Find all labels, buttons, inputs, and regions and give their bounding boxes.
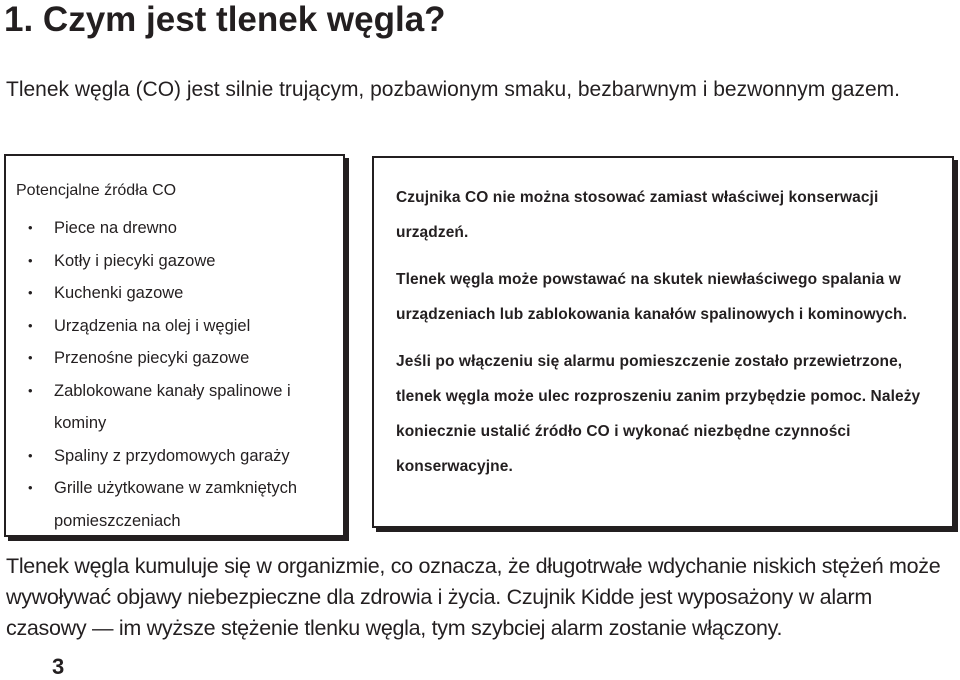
list-item-text: Zablokowane kanały spalinowe i kominy [54,381,291,432]
bullet-icon: • [28,350,33,365]
list-item [6,472,341,537]
bullet-icon: • [28,285,33,300]
maintenance-info-content [374,180,952,484]
list-item-text: Piece na drewno [54,219,177,237]
maintenance-info-box [372,156,954,528]
list-item [6,245,341,278]
bullet-icon: • [28,220,33,235]
list-item-text: Kotły i piecyki gazowe [54,251,216,270]
intro-paragraph: Tlenek węgla (CO) jest silnie trującym, pozbawionym smaku, bezbarwnym i bezwonnym gazem. [6,78,900,101]
accumulation-paragraph: Tlenek węgla kumuluje się w organizmie, co oznacza, że długotrwałe wdychanie niskich stężeń może wywoływać objawy niebezpieczne dla zdrowia i życia. Czujnik Kidde jest wyposażony w alarm czasowy — im wyższe stężenie tlenku węgla, tym szybciej alarm zostanie włączony. [6,554,941,640]
info-paragraph: Tlenek węgla może powstawać na skutek niewłaściwego spalania w urządzeniach lub zablokowania kanałów spalinowych i kominowych. [396,271,908,323]
bullet-icon: • [28,252,33,268]
list-item-text: Kuchenki gazowe [54,284,184,302]
list-item-text: Przenośne piecyki gazowe [54,349,250,367]
bullet-icon: • [28,480,33,495]
list-item [6,375,341,440]
list-item [6,277,341,310]
bullet-icon: • [28,317,33,333]
bullet-icon: • [28,382,33,398]
list-item-text: Grille użytkowane w zamkniętych pomieszczeniach [54,479,298,530]
list-item-text: Spaliny z przydomowych garaży [54,446,290,465]
page-title: 1. Czym jest tlenek węgla? [4,0,446,39]
info-paragraph: Czujnika CO nie można stosować zamiast właściwej konserwacji urządzeń. [396,189,879,241]
page-number: 3 [52,654,65,679]
list-item [6,440,341,473]
bullet-icon: • [28,447,33,463]
co-sources-list [6,212,341,537]
info-paragraph: Jeśli po włączeniu się alarmu pomieszczenie zostało przewietrzone, tlenek węgla może ulec rozproszeniu zanim przybędzie pomoc. Należy koniecznie ustalić źródło CO i wykonać niezbędne czynności konserwacyjne. [396,353,921,475]
list-item [6,310,341,343]
co-sources-box [4,154,345,537]
list-item-text: Urządzenia na olej i węgiel [54,316,251,335]
list-item [6,212,341,245]
list-item [6,342,341,375]
co-sources-heading: Potencjalne źródła CO [16,182,177,199]
